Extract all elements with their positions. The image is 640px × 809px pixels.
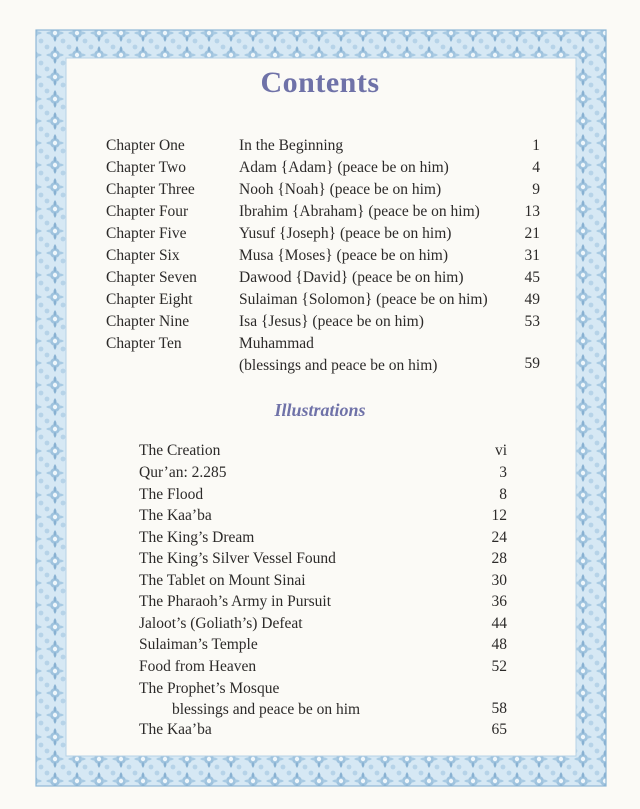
illustration-row (0, 636, 640, 658)
chapter-page: 1 (532, 137, 540, 154)
illustration-page: 30 (491, 572, 507, 589)
illustration-row (0, 464, 640, 486)
chapter-label: Chapter Nine (106, 313, 190, 330)
illustration-row (0, 442, 640, 464)
illustration-row (0, 658, 640, 680)
chapter-label: Chapter Three (106, 181, 195, 198)
chapter-label: Chapter Five (106, 225, 187, 242)
illustration-title: The Kaa’ba (139, 721, 212, 738)
chapter-title: Dawood {David} (peace be on him) (239, 269, 464, 286)
illustration-title: The Flood (139, 486, 204, 503)
illustration-title: The Tablet on Mount Sinai (139, 572, 306, 589)
chapter-title: Muhammad (239, 335, 314, 352)
chapter-label: Chapter Seven (106, 269, 197, 286)
illustration-page: 65 (491, 721, 507, 738)
chapter-row (0, 225, 640, 247)
chapter-page: 4 (532, 159, 540, 176)
chapter-title: In the Beginning (239, 137, 344, 154)
illustration-page: 52 (491, 658, 507, 675)
illustration-title: The Creation (139, 442, 221, 459)
illustration-title: The King’s Silver Vessel Found (139, 550, 336, 567)
chapter-page: 21 (524, 225, 540, 242)
illustration-row (0, 721, 640, 743)
illustration-page: 28 (491, 550, 507, 567)
chapter-label: Chapter Eight (106, 291, 193, 308)
chapter-page: 49 (524, 291, 540, 308)
illustration-row (0, 507, 640, 529)
illustrations-heading: Illustrations (274, 400, 366, 420)
illustration-page: 24 (491, 529, 507, 546)
page-title: Contents (260, 66, 380, 99)
illustration-title: Qur’an: 2.285 (139, 464, 227, 481)
illustration-title-line2: blessings and peace be on him (172, 701, 361, 718)
chapter-row (0, 159, 640, 181)
chapter-page: 9 (532, 181, 540, 198)
chapter-page: 45 (524, 269, 540, 286)
illustration-title: Sulaiman’s Temple (139, 636, 258, 653)
chapter-row (0, 203, 640, 225)
chapter-row (0, 269, 640, 291)
illustration-row (0, 572, 640, 594)
illustration-title: The Pharaoh’s Army in Pursuit (139, 593, 332, 610)
chapter-label: Chapter Ten (106, 335, 182, 352)
chapter-label: Chapter Six (106, 247, 180, 264)
chapter-page: 13 (524, 203, 540, 220)
illustration-row (0, 680, 640, 723)
chapter-page: 53 (524, 313, 540, 330)
chapter-row (0, 137, 640, 159)
chapter-label: Chapter Four (106, 203, 189, 220)
illustration-page: 8 (499, 486, 507, 503)
illustration-title: The King’s Dream (139, 529, 255, 546)
chapter-label: Chapter One (106, 137, 185, 154)
illustration-page: 36 (491, 593, 507, 610)
illustration-page: 12 (491, 507, 507, 524)
chapter-row (0, 335, 640, 379)
illustration-page: 48 (491, 636, 507, 653)
chapter-title: Isa {Jesus} (peace be on him) (239, 313, 424, 330)
illustration-title: Food from Heaven (139, 658, 257, 675)
chapter-page: 59 (524, 355, 540, 372)
illustration-title: The Kaa’ba (139, 507, 212, 524)
chapter-title: Adam {Adam} (peace be on him) (239, 159, 449, 176)
illustration-title: The Prophet’s Mosque (139, 680, 280, 697)
illustration-page: 58 (491, 700, 507, 717)
illustration-page: 44 (491, 615, 507, 632)
illustration-row (0, 550, 640, 572)
illustration-row (0, 615, 640, 637)
chapter-title: Nooh {Noah} (peace be on him) (239, 181, 442, 198)
illustration-row (0, 529, 640, 551)
illustration-row (0, 593, 640, 615)
illustration-row (0, 486, 640, 508)
chapter-title: Yusuf {Joseph} (peace be on him) (239, 225, 452, 242)
chapter-title: Ibrahim {Abraham} (peace be on him) (239, 203, 480, 220)
chapter-title-line2: (blessings and peace be on him) (239, 357, 438, 374)
chapter-title: Sulaiman {Solomon} (peace be on him) (239, 291, 488, 308)
chapter-row (0, 291, 640, 313)
illustration-page: 3 (499, 464, 507, 481)
chapter-row (0, 181, 640, 203)
chapter-label: Chapter Two (106, 159, 186, 176)
illustration-page: vi (494, 442, 507, 459)
chapter-page: 31 (524, 247, 540, 264)
illustration-title: Jaloot’s (Goliath’s) Defeat (139, 615, 303, 632)
chapter-row (0, 247, 640, 269)
chapter-title: Musa {Moses} (peace be on him) (239, 247, 449, 264)
chapter-row (0, 313, 640, 335)
